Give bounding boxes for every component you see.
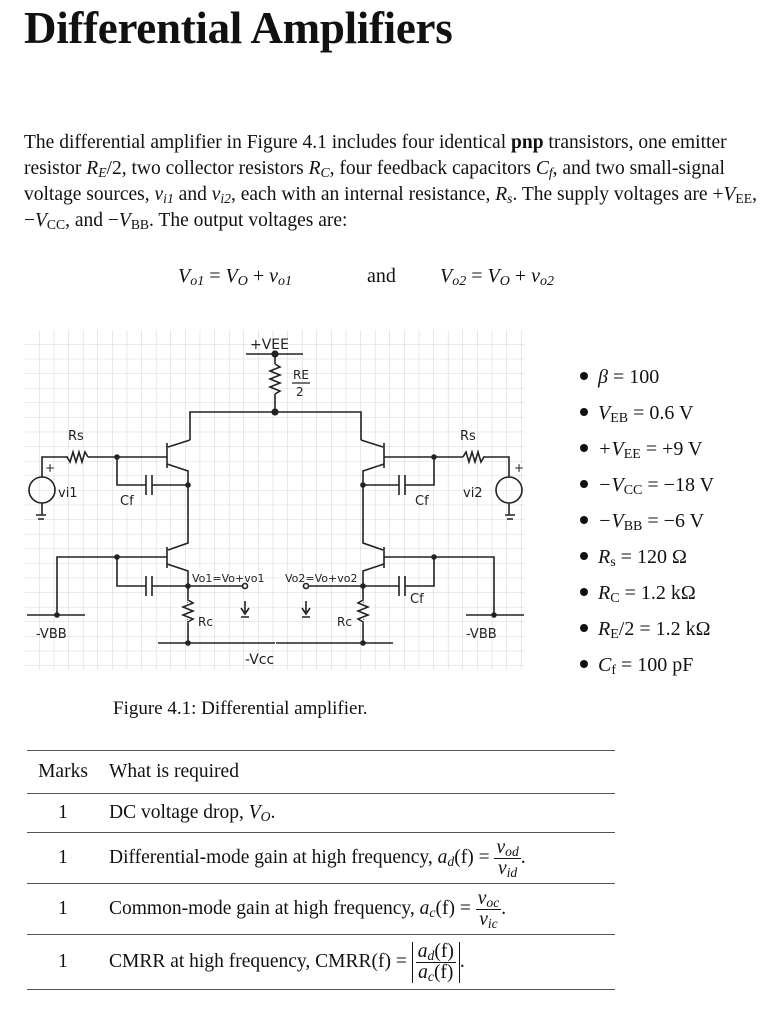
bullet-icon xyxy=(580,660,588,668)
circuit-diagram xyxy=(0,0,560,690)
label-vbb-right: -VBB xyxy=(466,627,497,642)
equation-vo2: $V_{o2} = V_O + v_{o2}$ xyxy=(440,265,555,289)
label-vcc: -Vcc xyxy=(245,652,275,668)
parameter-item: $-V_{CC} = -18$ V xyxy=(580,474,714,497)
parameter-item: $R_C = 1.2$ kΩ xyxy=(580,582,696,605)
label-vi1: vi1 xyxy=(58,486,78,501)
label-plus-right: + xyxy=(514,461,525,475)
figure-caption: Figure 4.1: Differential amplifier. xyxy=(113,698,368,719)
parameter-item: β = 100 xyxy=(580,366,659,389)
header-marks: Marks xyxy=(27,751,103,794)
bullet-icon xyxy=(580,480,588,488)
equation-and: and xyxy=(367,265,396,287)
parameter-item: $C_f = 100$ pF xyxy=(580,654,693,677)
table-row: 1 DC voltage drop, $V_O$. xyxy=(27,794,615,833)
label-cf-3: Cf xyxy=(410,592,424,607)
table-row: 1 Differential-mode gain at high frequency, $a_d(f)$ = $\frac{v_{od}}{v_{id}}$ . xyxy=(27,833,615,884)
table-header-row xyxy=(27,751,615,794)
label-vi2: vi2 xyxy=(463,486,483,501)
label-plus-left: + xyxy=(45,461,56,475)
label-rc-left: Rc xyxy=(198,615,213,629)
bullet-icon xyxy=(580,588,588,596)
bullet-icon xyxy=(580,552,588,560)
bullet-icon xyxy=(580,408,588,416)
label-vo1: Vo1=Vo+vo1 xyxy=(192,572,265,585)
table-row: 1 Common-mode gain at high frequency, $a_c(f)$ = $\frac{v_{oc}}{v_{ic}}$ . xyxy=(27,884,615,935)
label-vo2: Vo2=Vo+vo2 xyxy=(285,572,358,585)
intro-paragraph: The differential amplifier in Figure 4.1 includes four identical pnp transistors, one emitter resistor $R_E/2$, two collector resistors $R_C$, four feedback capacitors $C_f$, and two small-signal voltage sources, $v_{i1}$ and $v_{i2}$, each with an internal resistance, $R_s$. The supply voltages are $+V_{EE}$, $-V_{CC}$, and $-V_{BB}$. The output voltages are: xyxy=(24,132,757,232)
bullet-icon xyxy=(580,444,588,452)
table-row: 1 CMRR at high frequency, CMRR(f) = $\frac{a_d(f)}{a_c(f)}$ . xyxy=(27,935,615,990)
header-required: What is required xyxy=(103,751,615,794)
parameter-item: $R_s = 120$ Ω xyxy=(580,546,687,569)
parameter-item: $+V_{EE} = +9$ V xyxy=(580,438,702,461)
label-vee: +VEE xyxy=(250,337,289,353)
label-cf-2: Cf xyxy=(415,494,429,509)
bullet-icon xyxy=(580,516,588,524)
parameter-item: $-V_{BB} = -6$ V xyxy=(580,510,704,533)
label-rs-right: Rs xyxy=(460,429,476,444)
equation-vo1: $V_{o1} = V_O + v_{o1}$ xyxy=(178,265,293,289)
parameter-item: $R_E/2 = 1.2$ kΩ xyxy=(580,618,710,641)
label-cf-1: Cf xyxy=(120,494,134,509)
label-re-den: 2 xyxy=(296,385,304,399)
label-rs-left: Rs xyxy=(68,429,84,444)
bullet-icon xyxy=(580,624,588,632)
label-vbb-left: -VBB xyxy=(36,627,67,642)
page-title: Differential Amplifiers xyxy=(24,3,453,53)
bullet-icon xyxy=(580,372,588,380)
label-rc-right: Rc xyxy=(337,615,352,629)
marks-table xyxy=(27,750,615,990)
label-re: RE xyxy=(293,368,309,382)
parameter-item: $V_{EB} = 0.6$ V xyxy=(580,402,693,425)
